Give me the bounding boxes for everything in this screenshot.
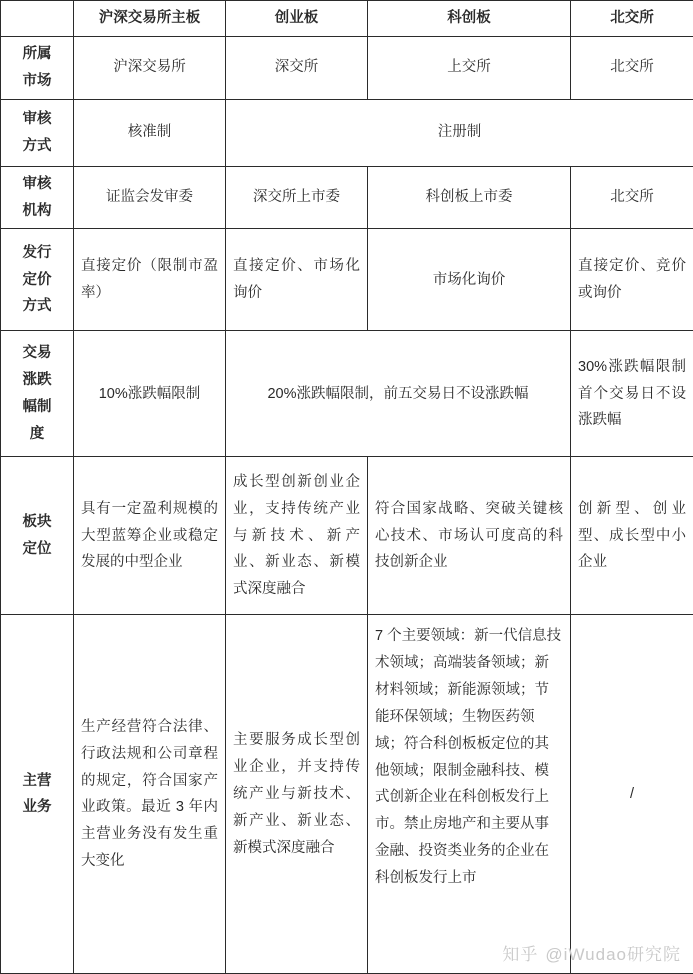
cell-price-limit-merged: 20%涨跌幅限制，前五交易日不设涨跌幅: [226, 331, 571, 457]
column-header-main: 沪深交易所主板: [74, 1, 226, 37]
cell-price-limit-bse: 30%涨跌幅限制首个交易日不设涨跌幅: [571, 331, 693, 457]
column-header-star: 科创板: [368, 1, 571, 37]
row-label-market: 所属 市场: [1, 36, 74, 99]
column-header-gem: 创业板: [226, 1, 368, 37]
cell-positioning-bse: 创新型、创业型、成长型中小企业: [571, 457, 693, 615]
cell-review-method-main: 核准制: [74, 99, 226, 166]
row-label-positioning: 板块 定位: [1, 457, 74, 615]
table-header-row: [1, 1, 693, 37]
table-row: [1, 457, 693, 615]
cell-main-business-bse: /: [571, 615, 693, 974]
cell-market-main: 沪深交易所: [74, 36, 226, 99]
cell-positioning-main: 具有一定盈利规模的大型蓝筹企业或稳定发展的中型企业: [74, 457, 226, 615]
cell-main-business-gem: 主要服务成长型创业企业，并支持传统产业与新技术、新产业、新业态、新模式深度融合: [226, 615, 368, 974]
cell-review-body-gem: 深交所上市委: [226, 166, 368, 229]
cell-review-method-merged: 注册制: [226, 99, 693, 166]
cell-pricing-gem: 直接定价、市场化询价: [226, 229, 368, 331]
cell-review-body-star: 科创板上市委: [368, 166, 571, 229]
cell-market-gem: 深交所: [226, 36, 368, 99]
cell-pricing-star: 市场化询价: [368, 229, 571, 331]
cell-pricing-bse: 直接定价、竞价或询价: [571, 229, 693, 331]
cell-market-star: 上交所: [368, 36, 571, 99]
row-label-review-method: 审核 方式: [1, 99, 74, 166]
row-label-pricing: 发行 定价 方式: [1, 229, 74, 331]
cell-review-body-main: 证监会发审委: [74, 166, 226, 229]
row-label-review-body: 审核 机构: [1, 166, 74, 229]
table-row: [1, 615, 693, 974]
cell-market-bse: 北交所: [571, 36, 693, 99]
corner-cell: [1, 1, 74, 37]
table-row: [1, 99, 693, 166]
cell-price-limit-main: 10%涨跌幅限制: [74, 331, 226, 457]
row-label-main-business: 主营 业务: [1, 615, 74, 974]
cell-pricing-main: 直接定价（限制市盈率）: [74, 229, 226, 331]
table-row: [1, 166, 693, 229]
cell-review-body-bse: 北交所: [571, 166, 693, 229]
column-header-bse: 北交所: [571, 1, 693, 37]
table-row: [1, 331, 693, 457]
cell-main-business-main: 生产经营符合法律、行政法规和公司章程的规定，符合国家产业政策。最近 3 年内主营业务没有发生重大变化: [74, 615, 226, 974]
cell-positioning-star: 符合国家战略、突破关键核心技术、市场认可度高的科技创新企业: [368, 457, 571, 615]
watermark-logo: 知乎: [502, 945, 538, 964]
row-label-price-limit: 交易 涨跌 幅制 度: [1, 331, 74, 457]
watermark-handle: @iWudao研究院: [545, 945, 681, 964]
cell-main-business-star: 7 个主要领域：新一代信息技术领域；高端装备领域；新材料领域；新能源领域；节能环保领域；生物医药领域；符合科创板板定位的其他领域；限制金融科技、模式创新企业在科创板发行上市。禁止房地产和主要从事金融、投资类业务的企业在科创板发行上市: [368, 615, 571, 974]
cell-positioning-gem: 成长型创新创业企业，支持传统产业与新技术、新产业、新业态、新模式深度融合: [226, 457, 368, 615]
table-row: [1, 36, 693, 99]
table-row: [1, 229, 693, 331]
